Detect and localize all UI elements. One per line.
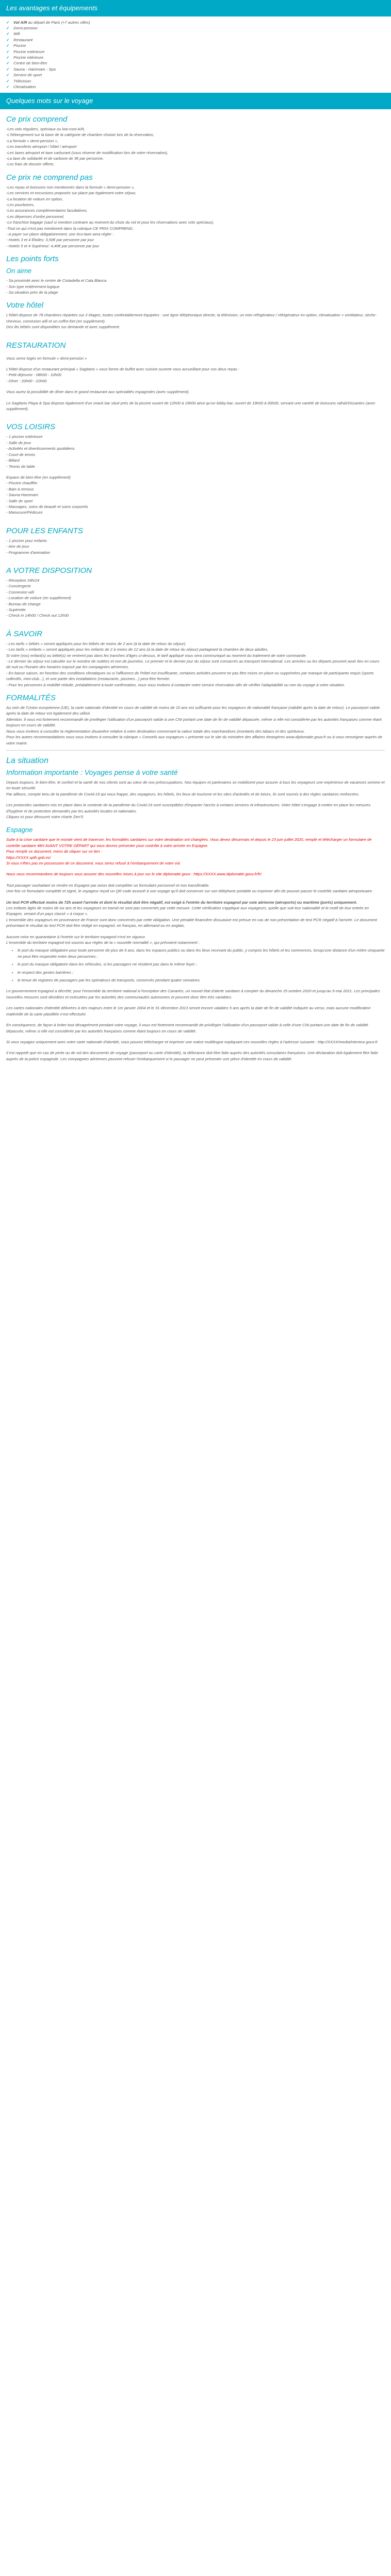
equipment-label: Télévision — [13, 78, 31, 83]
list-line: - Massages, soins de beauté et soins corporels — [6, 504, 88, 509]
equipment-label: Climatisation — [13, 84, 36, 89]
divider — [6, 750, 385, 751]
equipment-bold: Vol A/R — [13, 20, 27, 25]
equipment-item — [6, 84, 385, 90]
equipment-label: Sauna - Hammam - Spa — [13, 66, 56, 72]
equipment-item — [6, 78, 385, 84]
espagne-alert-4: Si vous n'êtes pas en possession de ce document, vous serez refusé à l'embarquement de votre vol. — [6, 860, 181, 866]
equipments-title: Les avantages et équipements — [6, 4, 98, 12]
list-line: - Sa proximité avec le centre de Ciutadella et Cala Blanca — [6, 278, 107, 283]
disposition-list — [6, 578, 385, 619]
list-line: - Le dernier du séjour est calculée sur le nombre de nuitées et non de journées. Le premier et le dernier jour du séjour sont consacrés au transport international. Les arrivées ou les départs peuvent avoir lieu en cours de nuit ou l'horaire des horaires imposé par les compagnies aériennes. — [6, 659, 380, 670]
espagne-link[interactable]: https://XXXX.spth.gob.es/ — [6, 855, 51, 860]
points-forts-title: Les points forts — [6, 255, 59, 264]
check-icon: ✓ — [6, 78, 10, 83]
list-line: - Aire de jeux — [6, 544, 29, 549]
list-line: Si votre (vos) enfant(s) ou bébé(s) ne rentrent pas dans les tranches d'âges ci-dessus, le tarif appliqué vous sera communiqué au moment du traitement de votre commande. — [6, 653, 307, 658]
check-icon: ✓ — [6, 43, 10, 48]
espagne-para-1: Tout passager souhaitant se rendre en Espagne par avion doit compléter un formulaire personnel et non transférable. — [6, 883, 210, 888]
bien-etre-list — [6, 474, 385, 516]
list-line: - Réception 24h/24 — [6, 578, 40, 583]
enfants-list — [6, 538, 385, 555]
list-line: -La formule « demi-pension », — [6, 138, 58, 143]
bullet-item: • le port du masque obligatoire dans les véhicules, si les passagers ne résident pas dans le même foyer ; — [18, 961, 385, 967]
formalites-para-1: Au sein de l'Union européenne (UE), la carte nationale d'identité en cours de validité de moins de 10 ans est suffisante pour les voyageurs de nationalité française (validité après la date de retour). Le passeport valide après la date de retour est également des utilisé. — [6, 705, 380, 716]
list-line: - 1 piscine pour enfants — [6, 538, 47, 543]
check-icon: ✓ — [6, 25, 10, 30]
list-line: - Les tarifs « enfants » seront appliqués pour les enfants de 2 à moins de 12 ans (à la date de retour du séjour) partageant la chambre de deux adultes. — [6, 647, 269, 652]
equipments-header — [0, 0, 391, 16]
check-icon: ✓ — [6, 49, 10, 54]
espagne-para-8: Les cartes nationales d'identité délivrées à des majeurs entre le 1er janvier 2004 et le 31 décembre 2013 seront encore valables 5 ans après la date de fin de validité indiquée au verso, mais aucune modification matérielle de la carte plastifiée n'est effectuée. — [6, 1006, 371, 1016]
list-line: - Hotels 5 et 4 Supérieur: 4,40€ par personne par jour — [6, 243, 100, 248]
list-line: -Les assurances complémentaires facultatives, — [6, 208, 88, 213]
info-header — [0, 93, 391, 109]
situation-link[interactable]: Cliquez ici pour découvrir notre charte Zen'S — [6, 814, 84, 819]
list-line: - Piscine chauffée — [6, 481, 38, 486]
check-icon: ✓ — [6, 31, 10, 37]
list-line: - Manucure/Pédicure — [6, 510, 43, 515]
list-line: - Conciergerie — [6, 584, 31, 589]
espagne-para-5: Aucune mise en quarantaine à l'entrée sur le territoire espagnol n'est en vigueur. — [6, 934, 146, 939]
restauration-title: RESTAURATION — [6, 341, 66, 350]
formalites-para-2: Attention: Il vous est fortement recommandé de privilégier l'utilisation d'un passeport valide à une CNI portant une date de fin de validité dépassée, même si elle est considérée par les autorités françaises comme étant toujours en cours de validité. — [6, 717, 382, 728]
hotel-para-1: L'hôtel dispose de 78 chambres réparties sur 2 étages, toutes confortablement équipées : une ligne téléphonique directe, la télévision, un mini réfrigérateur / réfrigérateur en option, climatisation + ventilateur, sèche-cheveux, connexion wifi et un coffre-fort (en supplément). — [6, 313, 377, 324]
list-line: - Bain à remous — [6, 486, 34, 492]
espagne-alert-5[interactable]: Nous vous recommandons de toujours vous assurer des nouvelles mises à jour sur le site diplomatie.gouv : https://XXXX.www.diplomatie.gouv.fr/fr/ — [6, 872, 262, 877]
equipment-label: Piscine extérieure — [13, 49, 45, 54]
espagne-bullets — [6, 947, 385, 983]
list-line: - Les tarifs « bébés » seront appliqués pour les bébés de moins de 2 ans (à la date de retour du séjour). — [6, 641, 187, 646]
equipments-list — [0, 20, 391, 90]
list-line: -Les vols réguliers, spéciaux ou low-cost A/R, — [6, 126, 85, 131]
on-aime-title: On aime — [6, 267, 32, 275]
list-line: - Sauna-Hammam — [6, 493, 39, 498]
espagne-para-6: L'ensemble du territoire espagnol est soumis aux règles de la « nouvelle normalité », qui prévoient notamment : — [6, 940, 200, 945]
espagne-para-7: Le gouvernement espagnol a décrété, pour l'ensemble du territoire national à l'exception des Canaries, un nouvel état d'alerte sanitaire à compter du dimanche 25 octobre 2020 et jusqu'au 9 mai 2021. Les principales nouvelles mesures sont décidées et exécutées par les autorités des communautés autonomes et peuvent donc être très variables. — [6, 989, 380, 999]
list-line: - Sa situation près de la plage — [6, 290, 58, 295]
list-line: - En basse saison, en fonction des conditions climatiques ou si l'affluence de l'hôtel est insuffisante, certaines activités peuvent ne pas être mises en place ou supprimées par manque de participants requis (sports collectifs, mini-club...), et une partie des installations (restaurants, piscines...) peut être fermée. — [6, 670, 374, 682]
equipment-item — [6, 66, 385, 72]
list-line: - Bureau de change — [6, 601, 41, 606]
list-line: -Les frais de dossier offerts. — [6, 162, 55, 167]
list-line: - Check in 14h00 / Check out 12h00 — [6, 613, 69, 618]
restauration-para-2: L'hôtel dispose d'un restaurant principal « Sagitario » sous forme de buffet avec cuisine ouverte vous accueillant pour vos deux repas : - Petit déjeuner : 08h00 - 10h00 - Dîner : 20h00 - 22h00 — [6, 367, 240, 383]
espagne-para-4: L'ensemble des voyageurs en provenance de France sont donc concernés par cette obligation. Une pénalité financière dissuasive est prévue en cas de non présentation de test PCR négatif à l'arrivée. Le document présentant le résultat du test PCR doit être rédigé en espagnol, en français, en allemand ou en anglais. — [6, 917, 377, 928]
espagne-alert: Suite à la crise sanitaire que le monde vient de traverser, les formalités sanitaires sur votre destination ont changées. Vous devez désormais et depuis le 23 juin juillet 2020, remplir et télécharger un formulaire de contrôle sanitaire 48H AVANT VOTRE DÉPART qui vous devrez présenter pour contrôle à votre arrivée en Espagne. — [6, 837, 372, 848]
check-icon: ✓ — [6, 37, 10, 42]
list-line: - Salle de sport — [6, 498, 33, 503]
list-line: - Programme d'animation — [6, 550, 51, 555]
formalites-para-4: Pour les autres recommandations nous vous invitons à consulter la rubrique « Conseils aux voyageurs » présente sur le site du ministère des affaires étrangères www.diplomatie.gouv.fr ou à vous renseigner auprès de votre mairie. — [6, 735, 382, 745]
list-line: -La taxe de solidarité et de carbone de 3€ par personne, — [6, 156, 104, 161]
prix-ne-comprend-title: Ce prix ne comprend pas — [6, 173, 93, 182]
prix-comprend-title: Ce prix comprend — [6, 114, 68, 124]
espagne-para-10: Si vous voyagez uniquement avec votre carte nationale d'identité, vous pouvez télécharger et imprimer une notice multilingue expliquant ces nouvelles règles à l'adresse suivante : http://XXXX/media/interieur.gouv.fr — [6, 1039, 378, 1044]
equipment-label: Service de sport — [13, 73, 42, 78]
prix-ne-comprend-list — [6, 184, 385, 249]
formalites-para-3: Nous vous invitons à consulter la réglementation douanière relative à votre destination concernant la valeur totale des marchandises (montants des tabacs et des spiritueux. — [6, 728, 305, 734]
equipment-item — [6, 55, 385, 60]
list-line: - Billard — [6, 458, 20, 463]
list-line: - Salle de jeux — [6, 440, 31, 445]
restauration-para-3: Vous aurez la possibilité de dîner dans le grand restaurant aux spécialités espagnoles (avec supplément). — [6, 389, 190, 395]
list-line: -Les services et excursions proposés sur place par également votre séjour, — [6, 191, 136, 196]
list-line: -L'hébergement sur la base de la catégorie de chambre choisie lors de la réservation, — [6, 132, 154, 138]
bullet-item: • le port du masque obligatoire pour toute personne de plus de 6 ans, dans les espaces publics ou dans les lieux recevant du public, y compris les hôtels et les commerces, lorsqu'une distance d'un mètre cinquante ne peut être respectée entre deux personnes ; — [18, 947, 385, 959]
check-icon: ✓ — [6, 20, 10, 25]
equipment-label: Piscine intérieure — [13, 55, 44, 60]
prix-comprend-list — [6, 126, 385, 167]
bullet-item: • le tenue de registres de passagers par les opérateurs de transports, conservés pendant quatre semaines. — [18, 977, 385, 983]
list-line: Espace de bien-être (en supplément) — [6, 474, 71, 480]
list-line: -Les repas et boissons non mentionnés dans la formule « demi-pension », — [6, 184, 135, 190]
check-icon: ✓ — [6, 66, 10, 72]
situation-para-2: Par ailleurs, compte tenu de la pandémie de Covid-19 qui nous frappe, des voyageurs, les hôtels, les lieux de tourisme et les sites d'activités et de loisirs, ils sont soumis à des règles sanitaires renforcées. — [6, 791, 360, 796]
equipment-label: Restaurant — [13, 37, 33, 42]
espagne-title: Espagne — [6, 826, 33, 834]
equipment-item — [6, 43, 385, 48]
equipment-label: Demi-pension — [13, 25, 38, 30]
situation-para-1: Depuis toujours, le bien-être, le confort et la santé de nos clients sont au cœur de nos préoccupations. Nos équipes et partenaires se mobilisent pour assurer à tous les voyageurs une expérience de vacances sereine et en toute sécurité. — [6, 779, 385, 791]
equipment-label: Wifi — [13, 31, 20, 37]
list-line: -Les dépenses d'ordre personnel, — [6, 214, 64, 219]
list-line: - Location de voiture (en supplément) — [6, 596, 71, 601]
check-icon: ✓ — [6, 61, 10, 66]
list-line: -La location de voiture en option, — [6, 196, 63, 201]
equipment-item — [6, 49, 385, 55]
espagne-alert-2: Pour remplir ce document, merci de cliquer sur ce lien : — [6, 849, 102, 854]
list-line: - Supérette — [6, 607, 26, 612]
formalites-title: FORMALITÉS — [6, 693, 56, 703]
equipment-item — [6, 20, 385, 25]
disposition-title: A VOTRE DISPOSITION — [6, 566, 92, 575]
espagne-para-11: Il est rappelé que en cas de perte ou de vol des documents de voyage (passeport ou carte d'identité), la délivrance doit être faite auprès des autorités consulaires françaises. Une déclaration doit également être faite auprès de la police espagnole. Les compagnies aériennes peuvent refuser l'embarquement si le passager ne peut présenter une pièce d'identité en cours de validité. — [6, 1050, 378, 1061]
hotel-title: Votre hôtel — [6, 301, 43, 310]
list-line: -Les transferts aéroport / hôtel / aéroport — [6, 144, 77, 149]
loisirs-list — [6, 434, 385, 469]
restauration-para-1: Vous serez logés en formule « demi-pension » — [6, 355, 87, 361]
situation-para-3: Les protocoles sanitaires mis en place dans le contexte de la pandémie du Covid-19 sont susceptibles d'impacter l'accès à certains services et infrastructures. Votre hôtel s'engage à mettre en place les mesures d'hygiène et de protection demandés par les autorités locales et nationales. — [6, 803, 371, 814]
equipment-item — [6, 25, 385, 31]
espagne-para-3: Les enfants âgés de moins de six ans et les voyageurs en transit ne sont pas concernés par cette mesure. Cette vérification s'applique aux voyageurs, quelle que soit leur nationalité et le motif de leur entrée en Espagne, venant d'un pays classé « à risque ». — [6, 906, 369, 917]
espagne-para-9: En conséquence, de façon à éviter tout désagrément pendant votre voyage, il vous est fortement recommandé de privilégier l'utilisation d'un passeport valide à celle d'une CNI portant une date de fin de validité dépassée, même si elle est considérée par les autorités françaises comme étant toujours en cours de validité. — [6, 1023, 368, 1033]
equipment-item — [6, 72, 385, 78]
loisirs-title: VOS LOISIRS — [6, 422, 56, 432]
list-line: - 1 piscine extérieure — [6, 434, 43, 439]
product-page — [0, 0, 391, 1067]
list-line: - Connexion wifi — [6, 589, 35, 595]
list-line: -Les taxes aéroport et taxe carburant (sous réserve de modification lors de votre réservation), — [6, 150, 169, 155]
enfants-title: POUR LES ENFANTS — [6, 526, 83, 535]
list-line: - Hotels 3 et 4 Étoiles: 3,50€ par personne par jour — [6, 238, 94, 243]
list-line: - A payer sur place obligatoirement, une éco-taxe aera régler : — [6, 231, 114, 236]
list-line: - Tennis de table — [6, 464, 35, 469]
list-line: - Court de tennis — [6, 452, 36, 457]
hotel-para-2: Des lits bébés sont disponibles sur demande et avec supplément. — [6, 325, 120, 330]
restauration-para-4: Le Sagitario Playa & Spa dispose également d'un snack bar situé près de la piscine ouvert de 12h00 à 19h00 ainsi qu'un lobby-bar, ouvert de 19h00 à 00h00, servant une variété de boissons rafraîchissantes (avec supplément). — [6, 400, 376, 412]
equipment-label: Centre de bien-être — [13, 61, 47, 66]
situation-subtitle: Information importante : Voyages pense à votre santé — [6, 768, 178, 776]
points-forts-list — [6, 278, 385, 295]
savoir-title: À SAVOIR — [6, 629, 43, 638]
info-title: Quelques mots sur le voyage — [6, 97, 93, 105]
situation-title: La situation — [6, 756, 48, 765]
list-line: -Tout ce qui n'est pas mentionné dans la rubrique CE PRIX COMPREND, — [6, 226, 134, 231]
check-icon: ✓ — [6, 73, 10, 78]
savoir-list — [6, 641, 385, 688]
equipment-item — [6, 60, 385, 66]
list-line: - Son type entièrement logique — [6, 284, 60, 289]
equipment-label: au départ de Paris (+7 autres villes) — [27, 20, 90, 25]
espagne-pcr: Un test PCR effectué moins de 72h avant l'arrivée et dont le résultat doit être négatif, est exigé à l'entrée du territoire espagnol par voie aérienne (aéroports) ou maritime (ports) uniquement. — [6, 900, 357, 905]
list-line: -Les pourboires, — [6, 202, 35, 207]
bullet-item: • le respect des gestes barrières ; — [18, 970, 385, 975]
list-line: -Le franchise bagage (sauf si mention contraire au moment du choix du vol et pour les réservations avec vols spéciaux), — [6, 220, 215, 225]
espagne-para-2: Une fois ce formulaire complété et signé, le voyageur reçoit un QR code associé à son voyage qu'il doit conserver sur son téléphone portable ou imprimer afin de pouvoir passer le contrôle sanitaire aéroportuaire. — [6, 889, 373, 894]
equipment-item — [6, 37, 385, 43]
equipment-item — [6, 31, 385, 37]
check-icon: ✓ — [6, 84, 10, 89]
check-icon: ✓ — [6, 55, 10, 60]
list-line: - Pour les personnes à mobilité réduite, préalablement à toute confirmation, nous vous invitons à contacter notre service réservation afin de vérifier l'adaptabilité ou non du voyage à votre situation. — [6, 682, 345, 687]
equipment-label: Piscine — [13, 43, 26, 48]
list-line: - Activités et divertissements quotidiens — [6, 446, 75, 451]
